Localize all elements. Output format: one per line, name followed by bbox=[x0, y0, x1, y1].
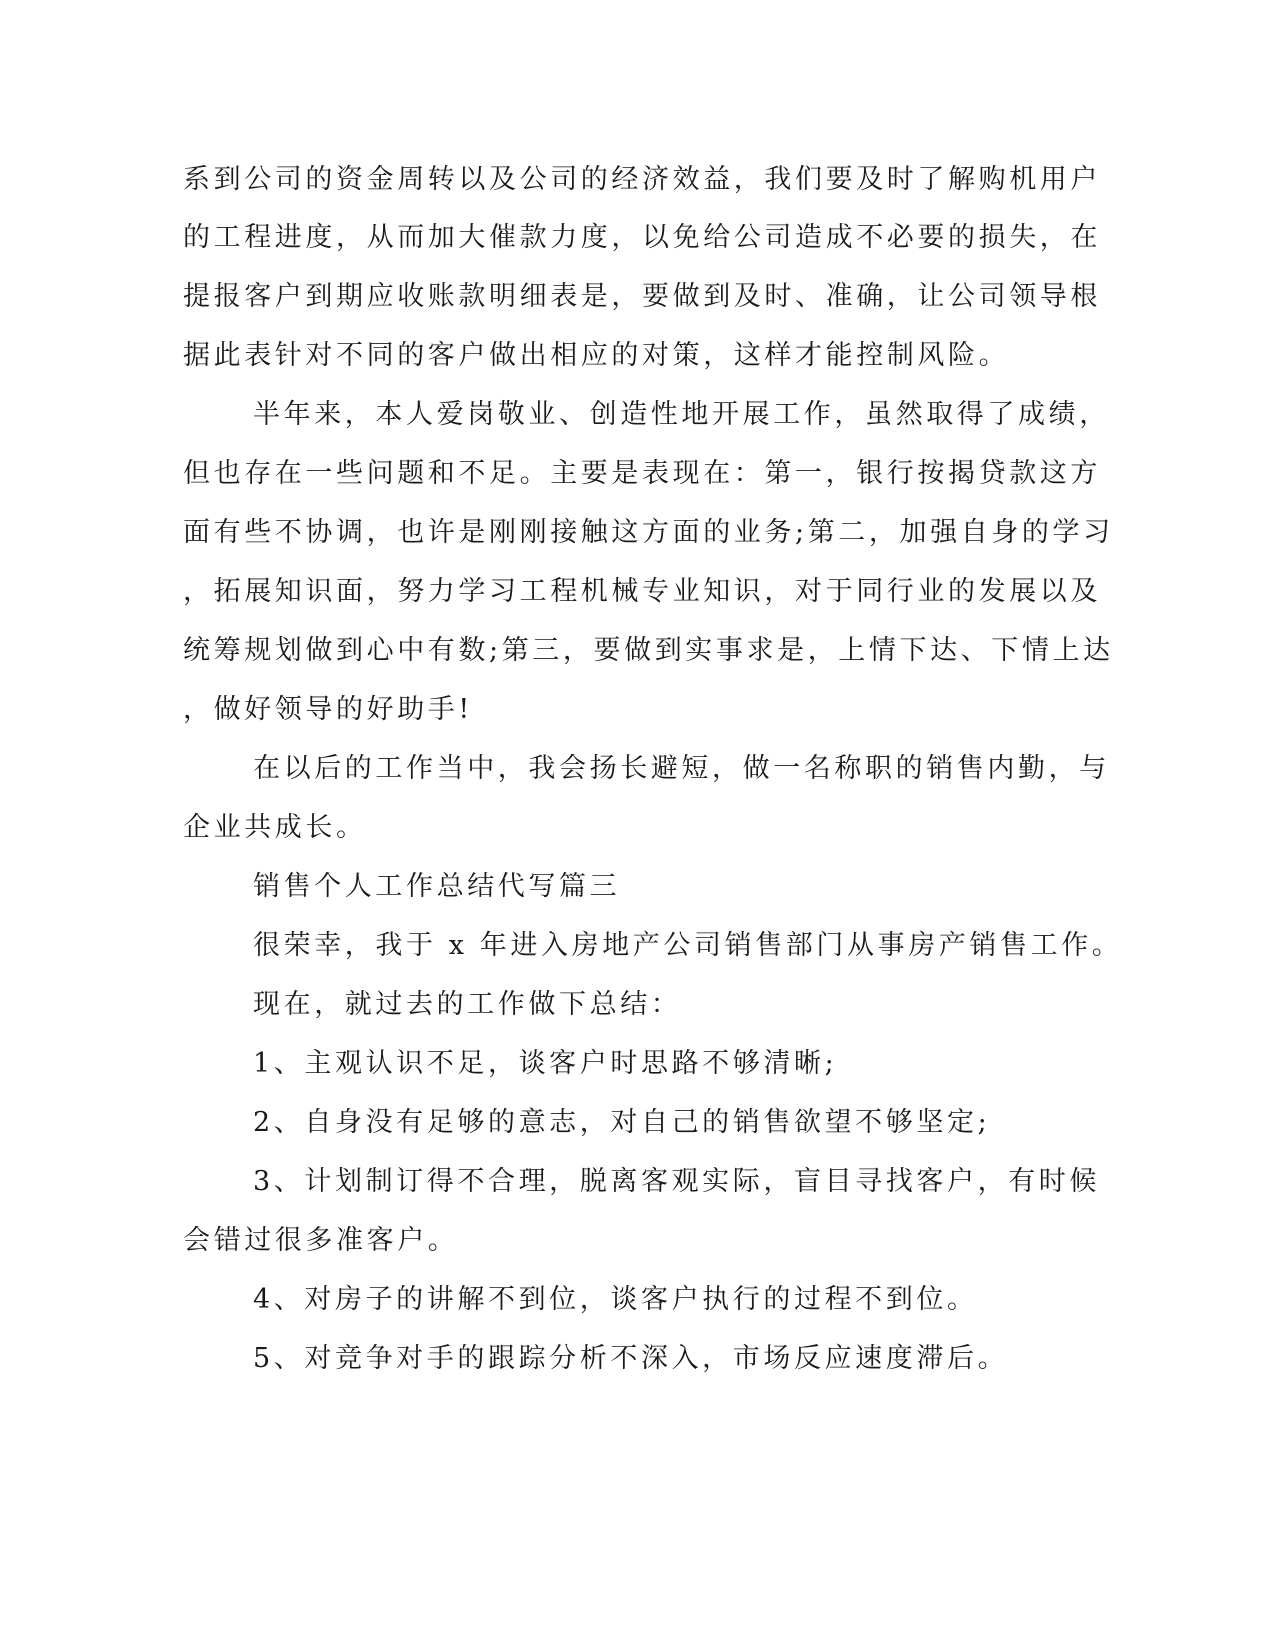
section-heading: 销售个人工作总结代写篇三 bbox=[253, 871, 621, 902]
list-item: 2、自身没有足够的意志，对自己的销售欲望不够坚定; bbox=[253, 1107, 991, 1138]
list-item-continuation: 会错过很多准客户。 bbox=[183, 1225, 459, 1256]
text-line: ，做好领导的好助手! bbox=[183, 694, 473, 725]
paragraph-first-line: 半年来，本人爱岗敬业、创造性地开展工作，虽然取得了成绩， bbox=[253, 399, 1110, 430]
paragraph-first-line: 很荣幸，我于 x 年进入房地产公司销售部门从事房产销售工作。 bbox=[253, 930, 1123, 961]
list-item: 1、主观认识不足，谈客户时思路不够清晰; bbox=[253, 1048, 838, 1079]
list-item: 5、对竞争对手的跟踪分析不深入，市场反应速度滞后。 bbox=[253, 1343, 1009, 1374]
paragraph-first-line: 在以后的工作当中，我会扬长避短，做一名称职的销售内勤，与 bbox=[253, 753, 1110, 784]
text-line: 提报客户到期应收账款明细表是，要做到及时、准确，让公司领导根 bbox=[183, 281, 1101, 312]
text-line: 系到公司的资金周转以及公司的经济效益，我们要及时了解购机用户 bbox=[183, 164, 1101, 195]
text-line: 企业共成长。 bbox=[183, 812, 367, 843]
list-item: 3、计划制订得不合理，脱离客观实际，盲目寻找客户，有时候 bbox=[253, 1166, 1100, 1197]
text-line: ，拓展知识面，努力学习工程机械专业知识，对于同行业的发展以及 bbox=[183, 576, 1101, 607]
paragraph-first-line: 现在，就过去的工作做下总结： bbox=[253, 989, 682, 1020]
text-line: 据此表针对不同的客户做出相应的对策，这样才能控制风险。 bbox=[183, 340, 1010, 371]
text-line: 面有些不协调，也许是刚刚接触这方面的业务;第二，加强自身的学习 bbox=[183, 517, 1114, 548]
text-line: 的工程进度，从而加大催款力度，以免给公司造成不必要的损失，在 bbox=[183, 222, 1101, 253]
text-line: 但也存在一些问题和不足。主要是表现在：第一，银行按揭贷款这方 bbox=[183, 458, 1101, 489]
list-item: 4、对房子的讲解不到位，谈客户执行的过程不到位。 bbox=[253, 1284, 978, 1315]
text-line: 统筹规划做到心中有数;第三，要做到实事求是，上情下达、下情上达 bbox=[183, 635, 1114, 666]
